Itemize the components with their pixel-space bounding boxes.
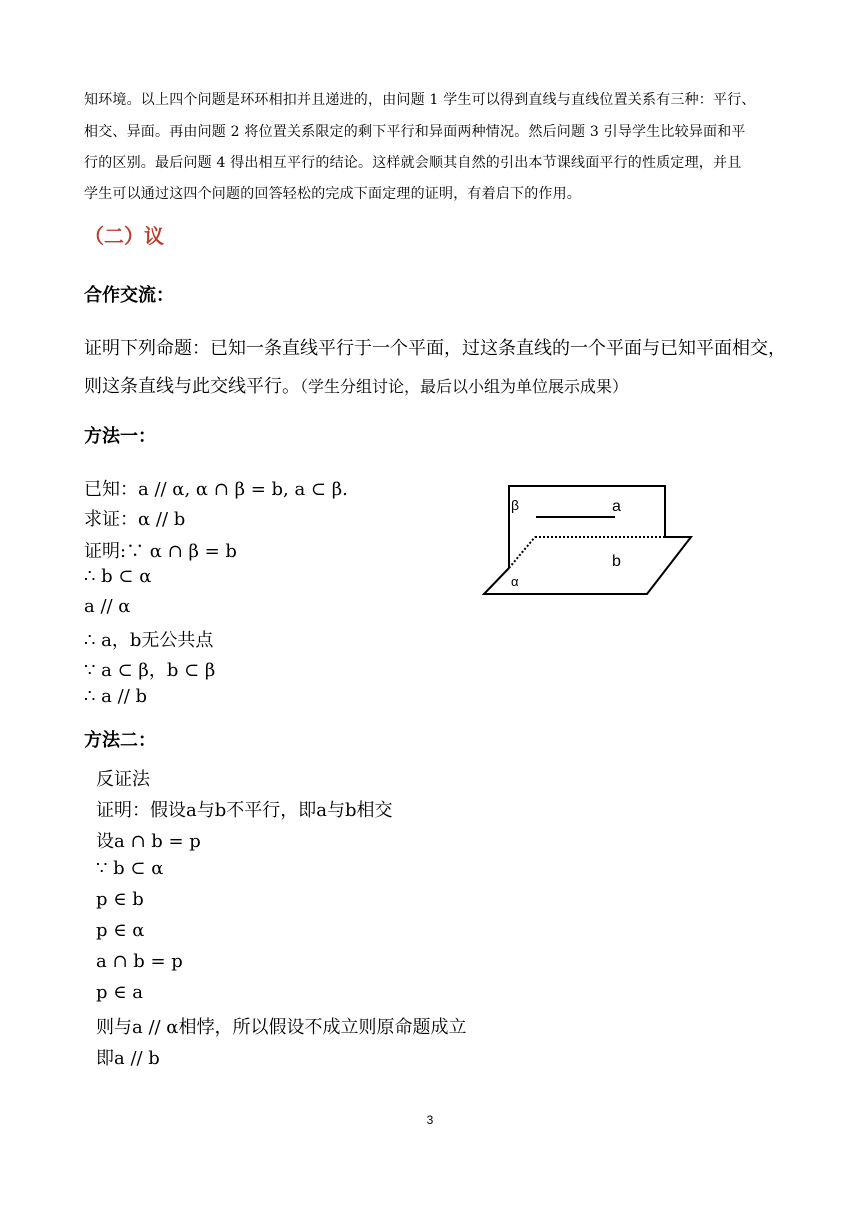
method1-prove: 求证：α // b: [84, 509, 186, 530]
proposition-line-2: [84, 372, 628, 398]
method2-line: p ∈ b: [96, 889, 144, 910]
method1-proof-line: ∵ a ⊂ β，b ⊂ β: [84, 660, 216, 681]
method1-given: 已知：a // α, α ∩ β = b, a ⊂ β.: [84, 479, 348, 500]
method1-proof-line: ∴ a // b: [84, 686, 147, 707]
cooperation-heading: 合作交流：: [84, 285, 174, 306]
label-beta: β: [511, 497, 520, 513]
label-a: a: [612, 498, 621, 515]
intro-line: 学生可以通过这四个问题的回答轻松的完成下面定理的证明，有着启下的作用。: [84, 186, 581, 202]
intro-line: 行的区别。最后问题 4 得出相互平行的结论。这样就会顺其自然的引出本节课线面平行的性质定理，并且: [84, 155, 742, 171]
method2-line: a ∩ b = p: [96, 951, 183, 972]
proposition-line: 证明下列命题：已知一条直线平行于一个平面，过这条直线的一个平面与已知平面相交，: [84, 338, 786, 359]
proposition-note: （学生分组讨论，最后以小组为单位展示成果）: [300, 377, 629, 396]
section-title: （二）议: [84, 224, 164, 248]
method1-proof-line: a // α: [84, 596, 131, 617]
intro-line: 相交、异面。再由问题 2 将位置关系限定的剩下平行和异面两种情况。然后问题 3 引导学生比较异面和平: [84, 124, 746, 140]
method2-line: p ∈ α: [96, 920, 145, 941]
method2-line: 反证法: [96, 769, 150, 790]
page-number: 3: [426, 1113, 434, 1127]
method1-heading: 方法一：: [84, 426, 156, 447]
method1-proof-line: ∴ b ⊂ α: [84, 566, 152, 587]
method2-line: 证明：假设a与b不平行，即a与b相交: [96, 800, 393, 821]
method2-heading: 方法二：: [84, 730, 156, 751]
method2-line: 即a // b: [96, 1048, 160, 1069]
line-b-dotted: [509, 537, 535, 568]
label-alpha: α: [511, 574, 519, 589]
method2-line: p ∈ a: [96, 982, 144, 1003]
method2-line: ∵ b ⊂ α: [96, 858, 164, 879]
method2-line: 设a ∩ b = p: [96, 831, 201, 852]
plane-beta-outline: [509, 486, 665, 568]
proposition-text: 则这条直线与此交线平行。: [84, 376, 300, 397]
method1-proof-line: 证明:∵ α ∩ β = b: [84, 541, 237, 562]
label-b: b: [612, 553, 621, 570]
method1-proof-line: ∴ a，b无公共点: [84, 630, 214, 651]
intro-line: 知环境。以上四个问题是环环相扣并且递进的，由问题 1 学生可以得到直线与直线位置关系有三种：平行、: [84, 92, 756, 108]
plane-diagram: [480, 482, 700, 602]
method2-line: 则与a // α相悖，所以假设不成立则原命题成立: [96, 1017, 467, 1038]
